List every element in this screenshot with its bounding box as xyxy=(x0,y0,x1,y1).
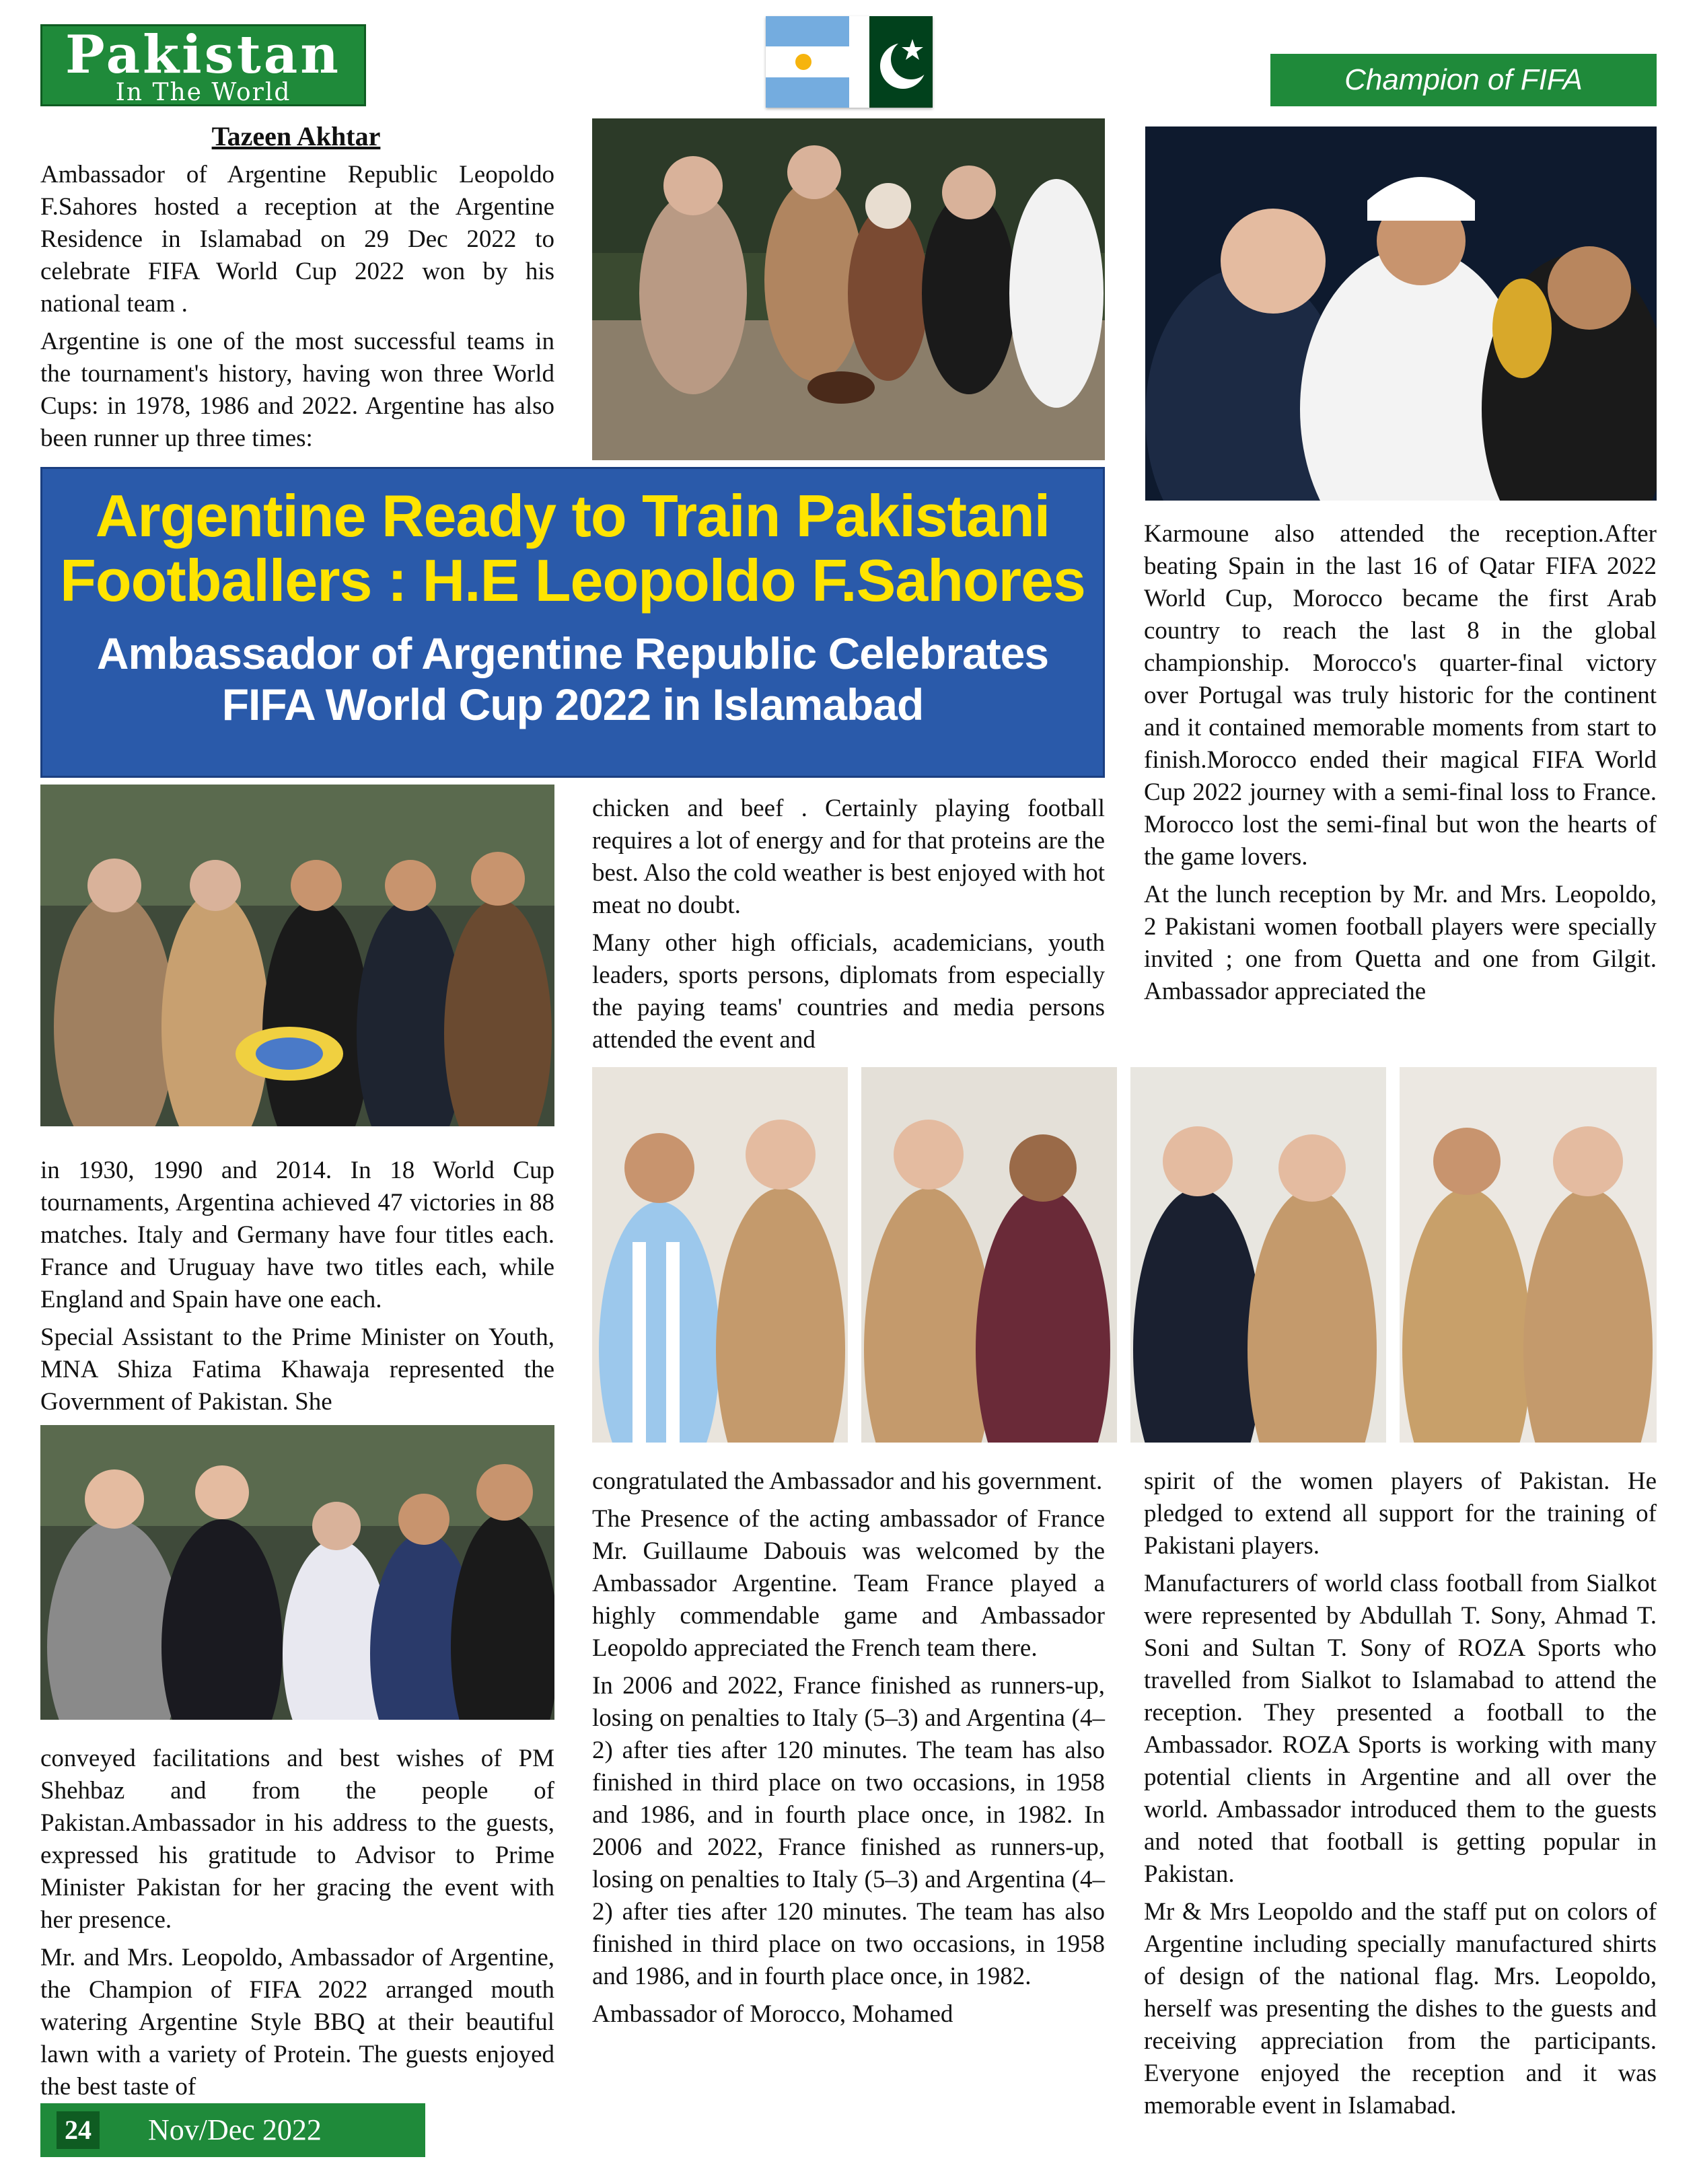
strip-photo-1 xyxy=(592,1067,848,1443)
col2-bottom-text xyxy=(592,1465,1105,2036)
paragraph: in 1930, 1990 and 2014. In 18 World Cup tournaments, Argentina achieved 47 victories in 88 matches. Italy and Germany have four titles each. France and Uruguay have two titles each, while England and Spain have one each. xyxy=(40,1157,554,1313)
masthead-subtitle: In The World xyxy=(115,79,291,106)
headline-line-2: Footballers : H.E Leopoldo F.Sahores xyxy=(60,547,1085,614)
paragraph: conveyed facilitations and best wishes of PM Shehbaz and from the people of Pakistan.Ambassador in his address to the guests, expressed his gratitude to Advisor to Prime Minister Pakistan for her gracing the event with her presence. xyxy=(40,1745,554,1934)
strip-photo-4 xyxy=(1400,1067,1657,1443)
world-cup-trophy-photo xyxy=(1145,126,1657,501)
headline-box xyxy=(40,467,1105,778)
col2-top-text xyxy=(592,793,1105,1062)
paragraph: In 2006 and 2022, France finished as runners-up, losing on penalties to Italy (5–3) and Argentina (4–2) after ties after 120 minutes. The team has also finished in third place on two occasions, in 1958 and 1986, and in fourth place once, in 1982. In 2006 and 2022, France finished as runners-up, losing on penalties to Italy (5–3) and Argentina (4–2) after ties after 120 minutes. The team has also finished in third place on two occasions, in 1958 and 1986, and in fourth place once, in 1982. xyxy=(592,1672,1105,1990)
guests-photo xyxy=(40,1425,554,1720)
paragraph: Ambassador of Morocco, Mohamed xyxy=(592,2000,953,2028)
byline: Tazeen Akhtar xyxy=(211,121,381,151)
page-number: 24 xyxy=(57,2111,100,2149)
masthead-logo xyxy=(40,24,366,106)
argentina-pakistan-flag-image xyxy=(766,16,933,108)
paragraph: Karmoune also attended the reception.After beating Spain in the last 16 of Qatar FIFA 2022 World Cup, Morocco became the first Arab country to reach the last 8 in the global championship. Morocco's quarter-final victory over Portugal was truly historic for the continent and it contained memorable moments from start to finish.Morocco ended their magical FIFA World Cup 2022 journey with a semi-final loss to France. Morocco lost the semi-final but won the hearts of the game lovers. xyxy=(1144,520,1657,871)
paragraph: Manufacturers of world class football from Sialkot were represented by Abdullah T. Sony, Ahmad T. Soni and Sultan T. Sony of ROZA Sports who travelled from Sialkot to Islamabad to attend the reception. They presented a football to the Ambassador. ROZA Sports is working with many potential clients in Argentine and all over the world. Ambassador introduced them to the guests and noted that football is getting popular in Pakistan. xyxy=(1144,1570,1657,1888)
col1-bottom-text xyxy=(40,1743,554,2109)
col3-top-text xyxy=(1144,518,1657,1013)
strip-photo-2 xyxy=(861,1067,1117,1443)
col3-bottom-text xyxy=(1144,1465,1657,2127)
paragraph: congratulated the Ambassador and his government. xyxy=(592,1467,1103,1495)
issue-date: Nov/Dec 2022 xyxy=(148,2113,322,2146)
group-flowers-photo xyxy=(40,785,554,1126)
masthead-title: Pakistan xyxy=(65,24,341,85)
paragraph: Mr. and Mrs. Leopoldo, Ambassador of Argentine, the Champion of FIFA 2022 arranged mouth watering Argentine Style BBQ at their beautiful lawn with a variety of Protein. The guests enjoyed the best taste of xyxy=(40,1944,554,2101)
section-tag: Champion of FIFA xyxy=(1270,54,1657,106)
col1-top-text xyxy=(40,159,554,460)
page-footer xyxy=(40,2103,425,2157)
paragraph: The Presence of the acting ambassador of France Mr. Guillaume Dabouis was welcomed by the Ambassador Argentine. Team France played a highly commendable game and Ambassador Leopoldo appreciated the French team there. xyxy=(592,1505,1105,1662)
paragraph: Mr & Mrs Leopoldo and the staff put on colors of Argentine including specially manufactured shirts of design of the national flag. Mrs. Leopoldo, herself was presenting the dishes to the guests and receiving appreciation from the participants. Everyone enjoyed the reception and it was memorable event in Islamabad. xyxy=(1144,1898,1657,2119)
paragraph: Argentine is one of the most successful teams in the tournament's history, having won three World Cups: in 1978, 1986 and 2022. Argentine has also been runner up three times: xyxy=(40,328,554,452)
strip-photo-3 xyxy=(1130,1067,1386,1443)
paragraph: At the lunch reception by Mr. and Mrs. Leopoldo, 2 Pakistani women football players were specially invited ; one from Quetta and one from Gilgit. Ambassador appreciated the xyxy=(1144,881,1657,1005)
cake-cutting-photo xyxy=(592,118,1105,460)
paragraph: chicken and beef . Certainly playing football requires a lot of energy and for that proteins are the best. Also the cold weather is best enjoyed with hot meat no doubt. xyxy=(592,795,1105,919)
col1-mid-text xyxy=(40,1155,554,1424)
paragraph: Special Assistant to the Prime Minister on Youth, MNA Shiza Fatima Khawaja represented the Government of Pakistan. She xyxy=(40,1323,554,1416)
headline-line-1: Argentine Ready to Train Pakistani xyxy=(95,482,1050,549)
paragraph: spirit of the women players of Pakistan. He pledged to extend all support for the training of Pakistani players. xyxy=(1144,1467,1657,1560)
subheadline-line-1: Ambassador of Argentine Republic Celebrates xyxy=(96,628,1049,678)
paragraph: Ambassador of Argentine Republic Leopoldo F.Sahores hosted a reception at the Argentine Residence in Islamabad on 29 Dec 2022 to celebrate FIFA World Cup 2022 won by his national team . xyxy=(40,161,554,318)
paragraph: Many other high officials, academicians, youth leaders, sports persons, diplomats from especially the paying teams' countries and media persons attended the event and xyxy=(592,929,1105,1054)
subheadline-line-2: FIFA World Cup 2022 in Islamabad xyxy=(221,680,924,729)
